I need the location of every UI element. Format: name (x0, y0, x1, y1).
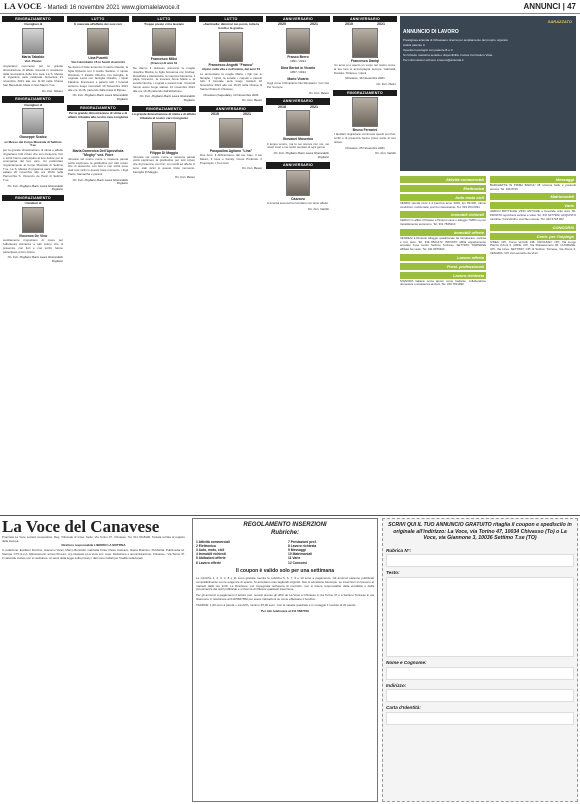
paper-name: LA VOCE (4, 0, 42, 11)
announcement-text: Prestigiosa azienda di Orbassano ricerca per ampliamento del proprio organico (403, 38, 509, 43)
heading-anniversario: ANNIVERSARIO (266, 162, 330, 168)
notice-text: Lo annunciano la moglie Maria, i figli con le famiglie, i nipoti, la sorella, i cognati e parenti tutti. Il funerale avrà luogo martedì 16 Novembre 2021 alle ore 15.00 nella Chiesa di Santa Chiara di Chivasso. (200, 71, 262, 91)
classified-ad: IVREA: CPI, Corso Vercelli 138. CHIVASSO: CPI, Via Lungo Piazza d'Armi 6. CIRIÈ: CPI, Via Robassomero 96. CUORGNÈ: CPI, Via Ivrea. SETTIMO: CPI di Settimo Torinese, Via Roma 3. VENARIA: CPI via Leonardo da Vinci. (490, 239, 576, 255)
classified-ad: VENDESI a Rivarolo alloggio quadrilocale da ristrutturare, cantina e box auto. Tel. 349 8521472. PRIVATO affitta appartamento arredato zona centro Settimo Torinese. SETTIMO TORINESE affittasi box auto. Tel. 011 8976644 (400, 235, 486, 252)
notice-text: ringraziano commossi per la grande dimostrazione di affetto ricevuta in occasione della scomparsa della loro cara. La S. Messa di trigesima sarà celebrata domenica 21 novembre 2021 alle ore 11.30 nella Chiesa San Benedetto Abate in San Mauro T.se. (3, 64, 63, 87)
anniversary-years (266, 105, 330, 109)
portrait-photo (152, 28, 176, 56)
life-years: 1957 / 2021 (290, 70, 306, 75)
notice-intro: È mancata all'affetto dei suoi cari (74, 22, 122, 27)
obituary-column-3 (132, 16, 196, 513)
company-logo: SARAZZATO (547, 19, 572, 24)
funeral-home: On. Fun. Vanitto (308, 206, 329, 211)
notice-text: sentitamente ringraziano di cuore per l'affettuosa vicinanza a tutti coloro che di presenza, con fiori e con scritti, hanno partecipato al loro dolore. (3, 238, 63, 254)
funeral-home: On. Fun. Pogliano Mario Laura Gherardello Pogliano (72, 177, 128, 186)
anniversary-years (333, 22, 397, 26)
rubric-heading: CONCORSI (490, 224, 576, 231)
deceased-name: Giuseppe Scalco (19, 135, 47, 140)
notice-intro: La grande dimostrazione di stima e di affetto tributata al nostro caro Congiunto (132, 112, 196, 120)
deceased-name: Cazzovu (291, 196, 305, 201)
deceased-name: Lina Pucetti (88, 56, 108, 61)
ad-rules-box (192, 518, 378, 802)
deceased-name: Giovanni Moserino (282, 137, 314, 142)
funeral-home: On. Fun. Pogliano Mario Laura Gherardello Pogliano (7, 255, 63, 263)
classified-ad: BARCHETTE IN PRIMA BARCA! 28 colonne belle e possenti ancora. Tel. 346 8720 (490, 183, 576, 191)
deceased-subtitle: Alpino nella vita e nell'anima, dal anni 79 (201, 67, 261, 72)
classified-ad: SIGNORA italiana cerca lavoro come badante, collaboratrice domestica o assistenza anziani. Tel. 340 7821990 (400, 278, 486, 287)
rubric-item: 6 Lavoro offerte (196, 560, 221, 565)
rubric-heading: Messaggi (490, 176, 576, 183)
rubric-item: 3 Auto, moto, cicli (196, 548, 225, 553)
portrait-photo (152, 122, 176, 150)
rubric-heading: Auto moto cicli (400, 194, 486, 201)
rubric-item: 10 Matrimoniali (288, 552, 313, 557)
notice-intro: «Sentinella: dimmi al tuo posto, tutta la bontà e la grazia» (203, 22, 259, 31)
page-number: 47 (567, 1, 576, 11)
year-start: 2010 (345, 22, 353, 27)
deceased-name: Bruno Ferrarini (352, 128, 378, 133)
heading-lutto: LUTTO (132, 16, 196, 22)
coupon-validity: Il coupon è valido solo per una settimana (235, 567, 335, 574)
heading-ringraziamento: RINGRAZIAMENTO (132, 106, 196, 112)
obituary-column-2 (67, 16, 129, 513)
anniversary-years (199, 112, 263, 116)
rubric-heading: Immobili richiesti (400, 211, 486, 218)
funeral-home: On. Fun. Pogliano Mario Laura Gherardello Pogliano (273, 150, 329, 159)
text-label: Testo: (386, 570, 400, 576)
section-name: ANNUNCI (523, 1, 561, 11)
deceased-subtitle: ex Messo del Corpo Musicale di Settimo T.se (4, 139, 62, 148)
editor-in-chief: Direttore responsabile LIBORIO LA MATTINA (61, 543, 126, 548)
family-caption: I famigliari di (23, 102, 43, 107)
classifieds-column-2 (490, 176, 576, 512)
rubric-item: 4 Immobili richiesti (196, 552, 226, 557)
funeral-home: On. Fun. Pogliano Mario Laura Gherardello Pogliano (7, 183, 63, 192)
rubric-item: 12 Concorsi (288, 560, 307, 565)
funeral-home: On. Fun. Besso (174, 175, 195, 180)
portrait-photo (22, 28, 44, 54)
notice-text: ritrovata nel nostro cuore e nessuna parola potrà esprimere la gratitudine per tutti coloro che di presenza, con fiori, con scritti ed offerte ci sono stati vicini in questo triste momento. Famiglia Di Maggio. (133, 154, 195, 174)
page-header (0, 0, 580, 14)
name-field[interactable] (386, 667, 574, 680)
heading-anniversario: ANNIVERSARIO (333, 16, 397, 22)
rubric-heading: Lavoro offerta (400, 254, 486, 261)
portrait-photo (286, 110, 310, 136)
rubric-number-label: Rubrica N°: (386, 547, 412, 553)
rules-text: Le rubriche 1, 2, 3, 4, 8 e 11 sono gratuite mentre le rubriche 5, 6, 7, 9 e 10 sono a pagamento. Gli annunci saranno pubblicati compatibilmente con le esigenze di spazio. Si accettano solo tagliandi originali. Non si accettano fotocopie. Le inserzioni si ricevono al martedì dalle ore 9.00. La Direzione, pur impegnata nell'opera di controllo, non si ritiene responsabile della veridicità e della provenienza dei testi pubblicati e si riserva di rifiutare qualsiasi inserzione. (196, 575, 374, 592)
deceased-name: Maria Domenica Dell'Aprovitola "Meghy" ved. Fiore (72, 148, 124, 157)
rubric-heading: Matrimoniali (490, 193, 576, 200)
heading-ringraziamento: RINGRAZIAMENTO (67, 105, 129, 111)
notice-text: A funerali avvenuti la ricordano con tanto affetto. (267, 200, 329, 205)
rubric-list (196, 540, 374, 565)
rubric-item: 2 Elettronica (196, 544, 216, 549)
deceased-name: Francesco Angotti "Franco" (208, 62, 254, 67)
rubric-list-right (288, 540, 374, 565)
rules-text: TARIFFE: 1,00 euro a parola + iva 22%, minimo 25,00 euro. Con le caselle quadrate è in omaggio il modulo di 20 parole. (196, 602, 357, 607)
free-ad-coupon (382, 518, 578, 802)
portrait-photo (352, 97, 378, 127)
year-end: 2021 (243, 112, 251, 117)
notice-date: Chivasso (Gepedale), 14 Novembre 2021 (203, 92, 259, 97)
funeral-home: On. Fun. Besso (241, 98, 262, 103)
rubric-item: 11 Varie (288, 556, 301, 561)
deceased-name: Pasqualina Agliano "Lina" (209, 148, 253, 153)
portrait-photo (219, 32, 243, 62)
funeral-home: On. Fun. Pogliano Mario Laura Gherardello Pogliano (139, 94, 195, 102)
portrait-photo (87, 28, 109, 55)
notice-text: Un anno si è aperto un vuoto nel nostro cuore, la tua luce ci accompagna sempre. Gabriella, Daniela, Tiziana e i nipoti. (334, 63, 396, 75)
rubric-heading: Prest. professionali (400, 263, 486, 270)
rubric-heading: Contr. per l'impiego (490, 233, 576, 240)
rubric-item: 5 Abitazioni offerte (196, 556, 226, 561)
issue-date: - Martedì 16 novembre 2021 (43, 4, 120, 11)
masthead (0, 1, 179, 13)
heading-ringraziamento: RINGRAZIAMENTO (333, 90, 397, 96)
classified-ad: CERCO in affitto Chivasso e Dintorni casa o alloggio 70/80 mq con riscaldamento autonomo. Tel. 331 7845210 (400, 218, 486, 227)
deceased-name: Maria Tabaldo (21, 55, 45, 60)
deceased-name: Francesco Daniqi (350, 58, 380, 63)
obituary-column-6 (333, 16, 397, 513)
anniversary-years (266, 22, 330, 26)
rubric-heading: Lavoro richiesta (400, 272, 486, 279)
notice-text: Ne danno il doloroso annuncio la moglie Josefine Marina, le figlie Giovanna con Andrea, Rosalinda e Alessandra, la mamma Giovanna, il papà Vincenzo, la suocera Anna Maria e la sorella Nunzia, i cognati e parenti tutti. I funerali hanno avuto luogo sabato 13 novembre 2021 alle ore 10.45 partendo dall'abitazione. (133, 66, 195, 93)
year-start: 2020 (278, 22, 286, 27)
editorial-info: In redazione: Emiliano Rozzino, Giacomo Vanni, Marco Bertolotti, Gabriella Crisà, Paolo Codesco, Ileana Mainiero. Pubblicità: Publimedia srl. Stampa: CTS S.p.A. Abbonamenti: annuo 60 euro, ccp intestato a La Voce soc. coop. Redazione e amministrazione: Chivasso - Via Torino 47. Il materiale inviato non si restituisce. Ai sensi della legge sulla privacy i dati sono trattati per finalità redazionali. (2, 548, 185, 560)
id-card-field[interactable] (386, 712, 574, 725)
address-field[interactable] (386, 689, 574, 702)
notice-text: Ne danno il triste annuncio il marito Claudio, la figlia Roberta con il marito Stefano, il nipote Riccardo, il fratello Vittorino con famiglia, le cognate Lucia con famiglia Claudio, i nipoti Fabiana, Francesco e parenti tutti. I funerali avranno luogo mercoledì 10 Novembre 2021 alle ore 14.45, partendo dalla Casa di Riposo. (68, 65, 128, 92)
deceased-name: Francesco Milici (150, 57, 178, 62)
funeral-home: On. Fun. Besso (241, 166, 262, 171)
section-title: ANNUNCI | 47 (523, 1, 576, 11)
funeral-home: On. Fun. Pietro (376, 82, 396, 87)
portrait-photo (87, 121, 109, 148)
heading-ringraziamento: RINGRAZIAMENTO (2, 96, 64, 102)
rubric-heading: Attività commerciali (400, 176, 486, 183)
notice-text: Il tempo scorre, ma tu sei ancora con noi, nei nostri cuori e nei nostri pensieri di ogni giorno. (267, 141, 329, 150)
job-announcement (400, 16, 576, 171)
notice-text: ritrovata nel nostro cuore e nessuna parola potrà esprimere la gratitudine per tutti coloro che di presenza, con fiori e con scritti sono stati così vicini in questo triste momento. I Figli Paolo, Samantha e parenti. (68, 157, 128, 176)
obituary-column-4 (199, 16, 263, 513)
announcement-text: Autisti patente C (403, 43, 426, 48)
classified-ad: CERCO BOTTIGLIE VINO ANTICHE e bevande ante anni '60. PRIVATO sgombera cantine e solai. Tel. 347 9277983. ACQUISTO cartoline, francobolli e vecchie monete. Tel. 342 5718 002 (490, 209, 576, 221)
heading-ringraziamento: RINGRAZIAMENTO (2, 16, 64, 22)
year-end: 2021 (310, 22, 318, 27)
deceased-name: Franco Brero (287, 54, 309, 59)
family-caption: I familiari di (24, 201, 42, 206)
deceased-name: Vincenzo De Vivo (18, 234, 48, 239)
rubric-heading: Elettronica (400, 185, 486, 192)
site-url[interactable]: www.giornalelavoce.it (121, 4, 180, 11)
announcement-text: Per informazioni scrivere a lavoro@azienda.it (403, 58, 464, 63)
notice-date: Chivasso, 16 Novembre 2021 (345, 76, 385, 81)
coupon-header: SCRIVI QUI IL TUO ANNUNCIO GRATUITO ritaglia il coupon e spediscilo in originale all'indirizzo: La Voce, via Torino 47, 10034 Chivasso (To) o La Voce, via Giannone 3, 10036 Settimo T.se (TO) (388, 522, 572, 541)
address-label: Indirizzo: (386, 682, 407, 688)
notice-text: I familiari ringraziano commossi quanti con fiori, scritti e di presenza hanno preso parte al loro dolore. (334, 132, 396, 144)
funeral-home: On. Fun. Vanitto (375, 151, 396, 156)
announcement-title: ANNUNCIO DI LAVORO (403, 29, 459, 35)
year-start: 2018 (278, 104, 286, 109)
deceased-subtitle: (Franco) di anni 61 (150, 61, 178, 66)
deceased-subtitle: Via Colombetto 16 in Scotti di anni 94 (71, 60, 125, 65)
portrait-photo (352, 28, 378, 58)
announcement-text: Operatori ecologici con patente B e C (403, 48, 453, 53)
publication-title: La Voce del Canavese (2, 517, 160, 536)
name-label: Nome e Cognome: (386, 659, 427, 665)
rules-text: Per gli annunci a pagamento il lettore può: recarsi presso gli uffici de La Voce a Chivasso in via Torino 47 o a Settimo Torinese in via Giannone 3, telefonare al 011/5667550 per avere indicazioni su come effettuare il bonifico. (196, 593, 374, 602)
rubric-heading: Varie (490, 202, 576, 209)
rubric-number-field[interactable] (386, 554, 574, 567)
deceased-subtitle: Ved. Pivano (24, 59, 42, 64)
heading-anniversario: ANNIVERSARIO (266, 98, 330, 104)
year-end: 2021 (377, 22, 385, 27)
heading-anniversario: ANNIVERSARIO (199, 106, 263, 112)
notice-date: Chivasso, 25 Novembre 2021 (345, 145, 385, 150)
notice-text: Oggi come il Rimpianto Del Rimpianto. Con Noi Per Sempre. (267, 81, 329, 89)
publisher-info: Proprietà La Voce società cooperativa. Reg. Tribunale di Ivrea. Sede: Via Torino 47, Chivasso. Tel. 011 9118100. Testata iscritta al registro della stampa. (2, 535, 185, 543)
classifieds-column-1 (400, 176, 486, 512)
notice-intro: Per la grande dimostrazione di stima e di affetto tributata alla nostra cara congiunta (67, 111, 128, 119)
portrait-photo (22, 108, 44, 134)
heading-lutto: LUTTO (67, 16, 129, 22)
life-years: 1991 / 2021 (290, 59, 306, 64)
obituary-column-1 (2, 16, 64, 513)
rubric-item: 7 Prestazioni prof. (288, 540, 317, 544)
portrait-photo (286, 170, 310, 196)
rubric-item: 9 Messaggi (288, 548, 306, 553)
deceased-name: Mario Vicario (287, 76, 309, 81)
rubric-item: 1 Attività commerciali (196, 540, 230, 544)
portrait-photo (286, 28, 310, 54)
info-phone: Per info telefonare al 011 5867550 (261, 608, 309, 613)
year-start: 2019 (211, 112, 219, 117)
rules-title: REGOLAMENTO INSERZIONI (243, 522, 327, 528)
classified-ad: VENDO Honda Civic 1.4 benzina anno 2004, km 89.000, ottime condizioni, revisionata, prezzo interessante. Tel. 333 254 0091 (400, 201, 486, 209)
funeral-home: On. Fun. Besso (308, 90, 329, 95)
deceased-name: Dina Bertot in Vicario (280, 65, 316, 70)
funeral-home: On. Fun. Olivero (41, 88, 63, 93)
announcement-text: Si richiede massima serietà e disponibilità. Inviare Curriculum Vitae (403, 53, 493, 58)
ad-text-field[interactable] (386, 577, 574, 657)
notice-intro: Troppo presto ci ha lasciato (144, 22, 184, 27)
rubric-item: 8 Lavoro richiesta (288, 544, 317, 549)
rubric-heading: Immobili offerte (400, 229, 486, 236)
heading-lutto: LUTTO (199, 16, 263, 22)
year-end: 2021 (310, 104, 318, 109)
family-caption: I famigliari di (23, 22, 43, 27)
id-card-label: Carta d'Identità: (386, 705, 421, 711)
masthead-box (2, 518, 185, 561)
obituary-column-5 (266, 16, 330, 513)
funeral-home: On. Fun. Pogliano Mario Laura Gherardello Pogliano (72, 93, 128, 101)
deceased-name: Filippo Di Maggio (149, 150, 179, 155)
rubrics-title: Rubriche: (270, 529, 299, 536)
heading-anniversario: ANNIVERSARIO (266, 16, 330, 22)
portrait-photo (219, 118, 243, 148)
portrait-photo (22, 207, 44, 233)
heading-ringraziamento: RINGRAZIAMENTO (2, 195, 64, 201)
notice-text: Due Anni. Il Abbracciamo dal tuo Ciao. Il tuo Mauro, Il Iuvor e Family. Cuore Profondo. Il Propinquis. I Tuoi Cari. (200, 153, 262, 165)
rubric-list-left (196, 540, 282, 565)
notice-text: per la grande dimostrazione di stima e affetto ringraziano tutti coloro che con presenza, fiori e scritti hanno partecipato al loro dolore per la scomparsa del loro caro. Un particolare ringraziamento al Corpo Musicale di Settimo T.se. La S. Messa di trigesima sarà celebrata sabato 20 novembre alle ore 18.00 nella Parrocchia S. Vincenzo de Paoli di Settimo T.se. (3, 148, 63, 182)
